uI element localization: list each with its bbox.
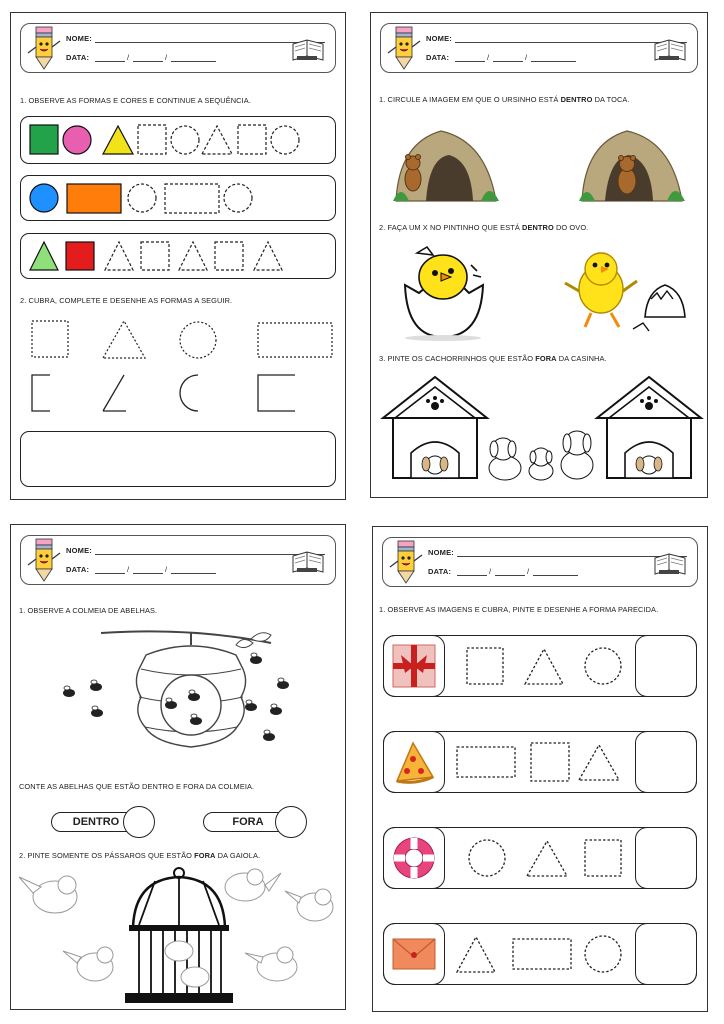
date-separator: / [487,53,490,62]
q2-text: 2. FAÇA UM X NO PINTINHO QUE ESTÁ [379,223,523,232]
dashed-circle [469,840,505,876]
doghouses-puppies-illustration[interactable] [375,373,705,483]
inside-count-circle[interactable] [123,806,155,838]
dashed-square [467,648,503,684]
date-year-field[interactable] [171,573,216,574]
inside-label: DENTRO [51,812,141,832]
sequence-row-2-shapes[interactable] [20,175,336,221]
dashed-triangle [579,745,619,780]
dashed-square [585,840,621,876]
date-year-field[interactable] [171,61,216,62]
answer-box[interactable] [635,827,697,889]
dashed-square [32,321,68,357]
pencil-mascot-icon [25,25,65,71]
date-label: DATA: [426,53,450,62]
question-1-text: 1. OBSERVE A COLMEIA DE ABELHAS. [19,606,158,615]
dashed-rectangle [165,184,219,213]
worksheet-header [382,537,698,587]
name-label: NOME: [426,34,452,43]
date-separator: / [127,53,130,62]
q2-keyword: FORA [194,851,216,860]
trace-shapes-area[interactable] [20,313,336,423]
worksheet-similar-shapes [372,526,708,1012]
q2-text-end: DA GAIOLA. [215,851,261,860]
blue-circle [30,184,58,212]
dashed-rectangle [457,747,515,777]
date-day-field[interactable] [457,575,487,576]
answer-box[interactable] [635,635,697,697]
row-gift-shapes[interactable] [453,641,633,691]
pencil-mascot-icon [385,25,425,71]
date-year-field[interactable] [533,575,578,576]
envelope-icon [391,931,437,977]
answer-box[interactable] [635,923,697,985]
dashed-square [238,125,266,154]
question-1-text: 1. OBSERVE AS FORMAS E CORES E CONTINUE A SEQUÊNCIA. [20,96,251,105]
drawing-box[interactable] [20,431,336,487]
half-rectangle [258,375,295,411]
count-instruction-text: CONTE AS ABELHAS QUE ESTÃO DENTRO E FORA DA COLMEIA. [19,782,255,791]
bear-inside-cave-illustration[interactable] [577,123,687,203]
date-month-field[interactable] [133,61,163,62]
dashed-square [138,125,166,154]
date-month-field[interactable] [133,573,163,574]
date-separator: / [165,53,168,62]
q2-text-end: DO OVO. [553,223,589,232]
green-square [30,125,58,154]
dashed-circle [271,126,299,154]
worksheet-header [20,23,336,73]
lifebuoy-icon [391,835,437,881]
outside-label: FORA [203,812,293,832]
lightgreen-triangle [30,242,58,270]
date-day-field[interactable] [95,573,125,574]
row-lifebuoy-shapes[interactable] [453,833,633,883]
pizza-icon [391,739,437,785]
dashed-triangle [179,242,207,270]
dashed-square [215,242,243,270]
dashed-triangle [457,937,495,972]
dashed-circle [224,184,252,212]
dashed-square [141,242,169,270]
dashed-rectangle [258,323,332,357]
half-triangle [103,375,124,411]
pencil-mascot-icon [25,537,65,583]
sequence-row-1-shapes[interactable] [20,116,336,164]
half-circle [180,375,198,411]
date-month-field[interactable] [493,61,523,62]
yellow-triangle [103,126,133,154]
date-separator: / [525,53,528,62]
dashed-triangle [202,126,232,154]
dashed-triangle [525,649,563,684]
dashed-triangle [254,242,282,270]
question-2-text [19,851,260,860]
date-separator: / [127,565,130,574]
book-icon [653,552,687,578]
question-2-text [379,223,588,232]
date-month-field[interactable] [495,575,525,576]
chick-in-egg-illustration[interactable] [393,245,493,340]
q2-keyword: DENTRO [522,223,554,232]
q3-keyword: FORA [535,354,557,363]
bear-outside-cave-illustration[interactable] [391,123,501,203]
date-day-field[interactable] [95,61,125,62]
q2-text: 2. PINTE SOMENTE OS PÁSSAROS QUE ESTÃO [19,851,195,860]
outside-count-circle[interactable] [275,806,307,838]
dashed-square [531,743,569,781]
dashed-circle [180,322,216,358]
dashed-triangle [527,841,567,876]
worksheet-header [20,535,336,585]
question-2-text: 2. CUBRA, COMPLETE E DESENHE AS FORMAS A SEGUIR. [20,296,233,305]
date-separator: / [165,565,168,574]
question-1-text: 1. OBSERVE AS IMAGENS E CUBRA, PINTE E DESENHE A FORMA PARECIDA. [379,605,659,614]
worksheet-inside-outside [370,12,708,498]
name-label: NOME: [66,546,92,555]
question-1-text [379,95,630,104]
q1-keyword: DENTRO [560,95,593,104]
book-icon [291,550,325,576]
birdcage-illustration[interactable] [15,867,345,1005]
date-label: DATA: [428,567,452,576]
worksheet-shapes-sequence [10,12,346,500]
dashed-circle [128,184,156,212]
q1-text: 1. CIRCULE A IMAGEM EM QUE O URSINHO ESTÁ [379,95,561,104]
date-year-field[interactable] [531,61,576,62]
date-label: DATA: [66,565,90,574]
question-3-text [379,354,607,363]
q3-text-end: DA CASINHA. [556,354,607,363]
gift-icon [391,643,437,689]
dashed-circle [585,648,621,684]
pencil-mascot-icon [387,539,427,585]
date-separator: / [527,567,530,576]
q3-text: 3. PINTE OS CACHORRINHOS QUE ESTÃO [379,354,536,363]
dashed-triangle [105,242,133,270]
orange-rectangle [67,184,121,213]
dashed-circle [171,126,199,154]
worksheet-beehive-birdcage [10,524,346,1010]
answer-box[interactable] [635,731,697,793]
half-square [32,375,50,411]
q1-text-end: DA TOCA. [592,95,630,104]
name-label: NOME: [428,548,454,557]
date-label: DATA: [66,53,90,62]
date-day-field[interactable] [455,61,485,62]
red-square [66,242,94,270]
worksheet-header [380,23,698,73]
dashed-circle [585,936,621,972]
row-pizza-shapes[interactable] [453,737,633,787]
chick-outside-egg-illustration[interactable] [561,247,691,337]
sequence-row-3-shapes[interactable] [20,233,336,279]
dashed-rectangle [513,939,571,969]
date-separator: / [489,567,492,576]
row-envelope-shapes[interactable] [453,929,633,979]
dashed-triangle [103,321,145,358]
name-label: NOME: [66,34,92,43]
book-icon [653,38,687,64]
pink-circle [63,126,91,154]
beehive-illustration[interactable] [51,625,301,765]
book-icon [291,38,325,64]
